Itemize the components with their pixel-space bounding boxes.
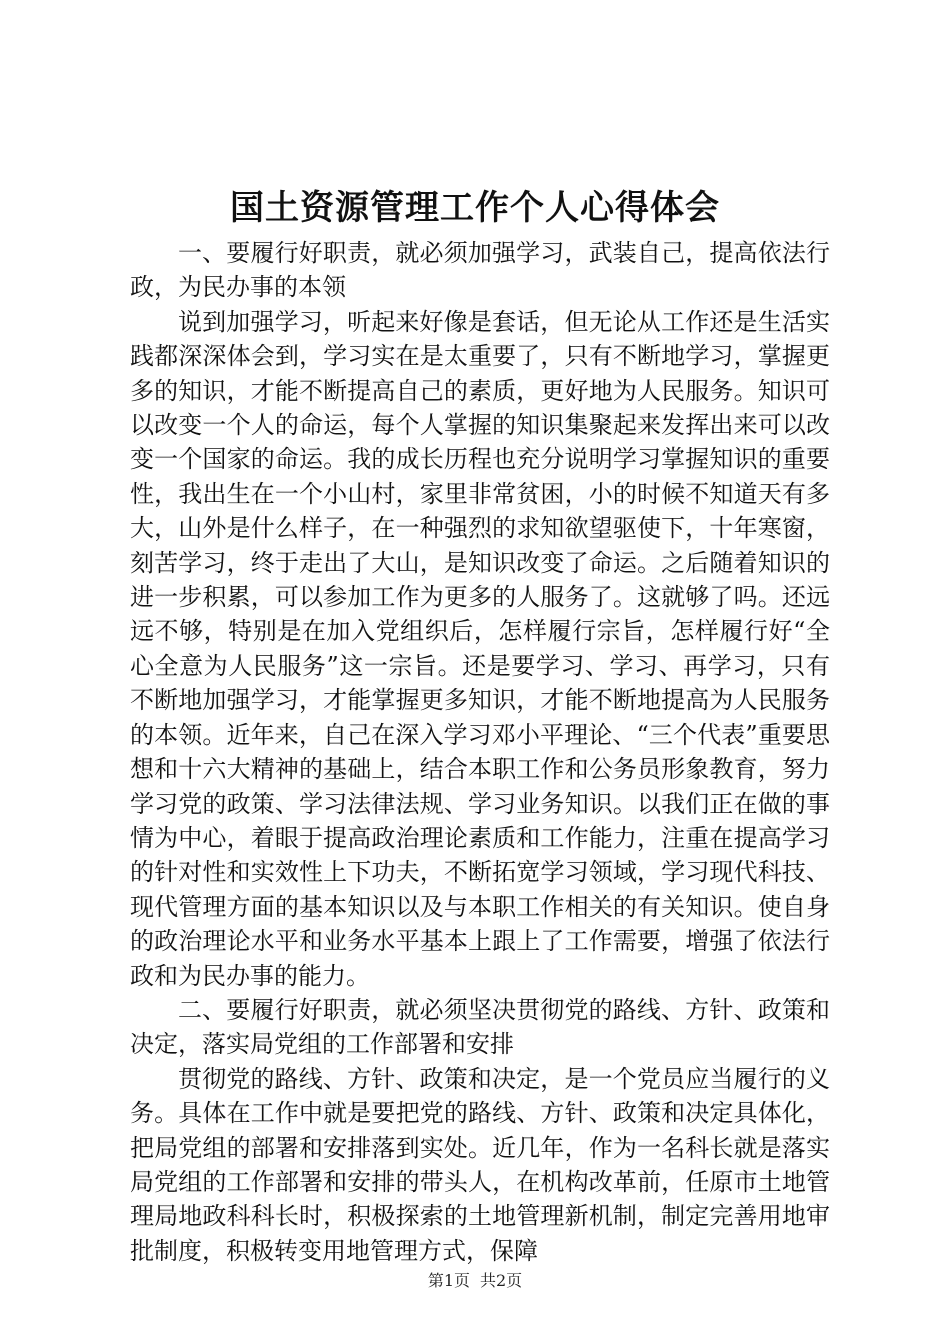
body-paragraph-2: 贯彻党的路线、方针、政策和决定，是一个党员应当履行的义务。具体在工作中就是要把党的路线、方针、政策和决定具体化，把局党组的部署和安排落到实处。近几年，作为一名科长就是落实局党组的工作部署和安排的带头人，在机构改革前，任原市土地管理局地政科科长时，积极探索的土地管理新机制，制定完善用地审批制度，积极转变用地管理方式，保障 [130, 1064, 830, 1265]
page-number: 第1页 [427, 1271, 470, 1290]
document-body [130, 236, 830, 1268]
page-footer [0, 1270, 950, 1292]
document-title: 国土资源管理工作个人心得体会 [230, 188, 720, 228]
section-heading-1: 一、要履行好职责，就必须加强学习，武装自己，提高依法行政，为民办事的本领 [130, 239, 830, 302]
page-total: 共2页 [480, 1271, 523, 1290]
section-heading-2: 二、要履行好职责，就必须坚决贯彻党的路线、方针、政策和决定，落实局党组的工作部署和安排 [130, 995, 830, 1059]
body-paragraph-1: 说到加强学习，听起来好像是套话，但无论从工作还是生活实践都深深体会到，学习实在是太重要了，只有不断地学习，掌握更多的知识，才能不断提高自己的素质，更好地为人民服务。知识可以改变一个人的命运，每个人掌握的知识集聚起来发挥出来可以改变一个国家的命运。我的成长历程也充分说明学习掌握知识的重要性，我出生在一个小山村，家里非常贫困，小的时候不知道天有多大，山外是什么样子，在一种强烈的求知欲望驱使下，十年寒窗，刻苦学习，终于走出了大山，是知识改变了命运。之后随着知识的进一步积累，可以参加工作为更多的人服务了。这就够了吗。还远远不够，特别是在加入党组织后，怎样履行宗旨，怎样履行好“全心全意为人民服务”这一宗旨。还是要学习、学习、再学习，只有不断地加强学习，才能掌握更多知识，才能不断地提高为人民服务的本领。近年来，自己在深入学习邓小平理论、“三个代表”重要思想和十六大精神的基础上，结合本职工作和公务员形象教育，努力学习党的政策、学习法律法规、学习业务知识。以我们正在做的事情为中心，着眼于提高政治理论素质和工作能力，注重在提高学习的针对性和实效性上下功夫，不断拓宽学习领域，学习现代科技、现代管理方面的基本知识以及与本职工作相关的有关知识。使自身的政治理论水平和业务水平基本上跟上了工作需要，增强了依法行政和为民办事的能力。 [130, 307, 830, 990]
